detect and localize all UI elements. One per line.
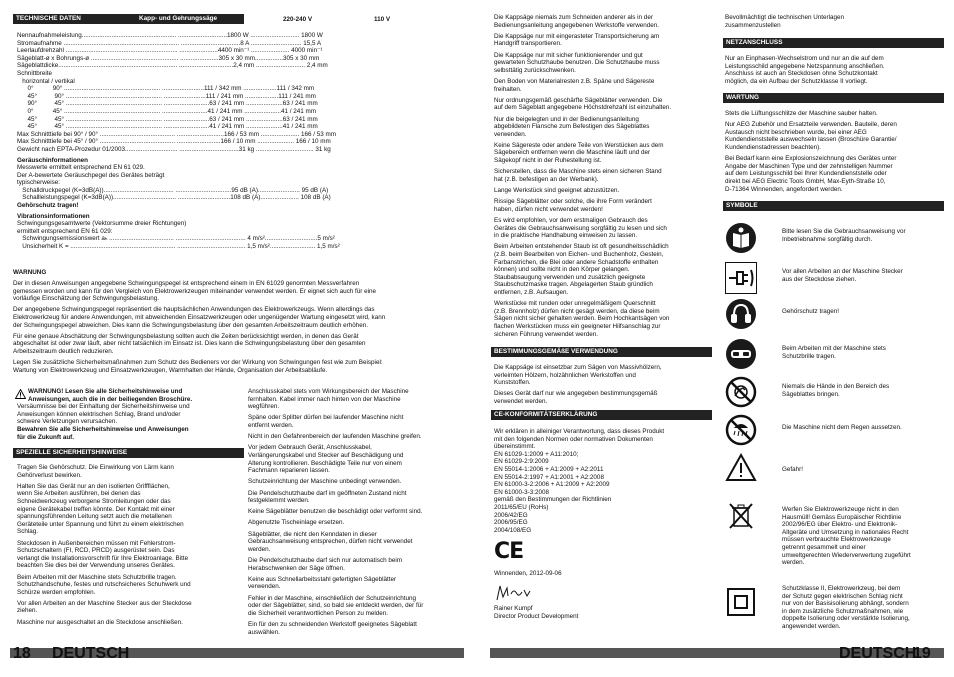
ce-mark-icon: CE: [494, 539, 524, 564]
safety-paragraph: Späne oder Splitter dürfen bei laufender Maschine nicht entfernt werden.: [248, 414, 404, 429]
warning-title: WARNUNG: [13, 269, 47, 276]
warning-paragraph: Der angegebene Schwingungspegel repräsentiert die hauptsächlichen Anwendungen des Elektrowerkzeugs. Wenn allerdings das Elektrowerkzeug für andere Anwendungen, mit abweichenden Einsatzwerkzeugen oder ungenügender Wartung eingesetzt wird, kann der Schwingungspegel abweichen. Dies kann die Schwingungsbelastung über den gesamten Arbeitszeitraum deutlich erhöhen.: [13, 306, 386, 329]
tech-data-row: 45° 45° ....................................................... ..........................41 / 241 mm .....................41 / 241 mm: [17, 123, 318, 131]
tech-data-table: [17, 32, 417, 251]
unplug-icon: [725, 262, 757, 294]
safety-paragraph: Keine Sägeblätter benutzen die beschädigt oder verformt sind.: [248, 508, 423, 516]
no-rain-icon: [725, 414, 757, 446]
safety-paragraph: Es wird empfohlen, vor dem erstmaligen Gebrauch des Gerätes die Gebrauchsanweisung sorgfältig zu lesen und sich in die praktische Handhabung einweisen zu lassen.: [494, 217, 667, 240]
ce-header: CE-KONFORMITÄTSERKLÄRUNG: [491, 410, 712, 420]
symbol-text-hazard: Gefahr!: [782, 466, 803, 473]
safety-paragraph: Die Kappsäge niemals zum Schneiden anderer als in der Bedienungsanleitung angegebenen Werkstoffe verwenden.: [494, 14, 660, 29]
vibration-row: Schwingungsemissionswert aₕ ..................................... ........................................ 4 m/s²..............................5 m/s²: [17, 235, 335, 243]
safety-paragraph: Die Kappsäge nur mit eingerasteter Transportsicherung am Handgriff transportieren.: [494, 32, 660, 48]
signer-name: Rainer Kumpf: [494, 605, 533, 612]
left-page-number: 18: [13, 645, 31, 662]
warning-paragraph: Für eine genaue Abschätzung der Schwingungsbelastung sollten auch die Zeiten berücksichtigt werden, in denen das Gerät abgeschaltet ist oder zwar läuft, aber nicht tatsächlich im Einsatz ist. Dies kann die Schwingungsbelastung über den gesamten Arbeitszeitraum deutlich reduzieren.: [13, 332, 366, 355]
tech-data-row: Stromaufnahme .................................................................. ..................................8 A ............................. 15,5 A: [17, 39, 322, 47]
tech-data-row: Max Schnitttiefe bei 45° / 90° ........................................... .........................166 / 10 mm ..................... 166 / 10 mm: [17, 138, 331, 146]
technical-docs-note: Bevollmächtigt die technischen Unterlagen zusammenzustellen: [725, 14, 845, 29]
safety-paragraph: Ein für den zu schneidenden Werkstoff geeignetes Sägeblatt auswählen.: [248, 620, 417, 636]
safety-paragraph: Lange Werkstück sind geeignet abzustützen.: [494, 187, 620, 195]
wartung-paragraph: Stets die Lüftungsschlitze der Maschine sauber halten.: [725, 110, 878, 117]
ce-text: Wir erklären in alleiniger Verantwortung, dass dieses Produkt mit den folgenden Normen oder normativen Dokumenten übereinstimmt. EN 61029-1:2009 + A11:2010; EN 61029-2:9:2009 EN 55014-1:2006 + A1:2009 + A2:2011 EN 55014-2:1997 + A1:2001 + A2:2008 EN 61000-3-2:2006 + A1:2009 + A2:2009 EN 61000-3-3:2008 gemäß den Bestimmungen der Richtlinien 2011/65/EU (RoHs) 2006/42/EG 2006/95/EG 2004/108/EG: [494, 428, 665, 534]
wartung-text: [725, 110, 950, 197]
wartung-header: WARTUNG: [723, 93, 944, 103]
hazard-icon: [725, 452, 757, 484]
symbol-text-safety-goggles: Beim Arbeiten mit der Maschine stets Schutzbrille tragen.: [782, 345, 886, 360]
safety-paragraph: Keine aus Schnellarbeitsstahl gefertigten Sägeblätter verwenden.: [248, 575, 397, 591]
tech-data-row: Nennaufnahmeleistung...................................................... ............................1800 W ............................ 1800 W: [17, 32, 323, 39]
tech-data-row: Gewicht nach EPTA-Prozedur 01/2003.............................. ..................................31 kg ................................. 31 kg: [17, 145, 331, 153]
symbol-text-ear-protection: Gehörschutz tragen!: [782, 308, 840, 315]
safety-paragraph: Rissige Sägeblätter oder solche, die ihre Form verändert haben, dürfen nicht verwendet werden!: [494, 198, 652, 213]
warning-triangle-icon: [15, 389, 26, 399]
tech-data-row: 0° 45° ....................................................... ..........................41 / 241 mm .....................41 / 241 mm: [17, 107, 316, 115]
warning-paragraph: Legen Sie zusätzliche Sicherheitsmaßnahmen zum Schutz des Bedieners vor der Wirkung von Schwingungen fest wie zum Beispiel: Wartung von Elektrowerkzeug und Einsatzwerkzeugen, Warmhalten der Hände, Organisation der Arbeitsabläufe.: [13, 359, 383, 374]
symbol-text-no-rain: Die Maschine nicht dem Regen aussetzen.: [782, 424, 902, 431]
safety-paragraph: Tragen Sie Gehörschutz. Die Einwirkung von Lärm kann Gehörverlust bewirken.: [17, 464, 174, 479]
intended-use-paragraph: Die Kappsäge ist einsetzbar zum Sägen von Massivhölzern, verleimten Hölzern, holzähnlichen Werkstoffen und Kunststoffen.: [494, 364, 662, 387]
symbol-text-read-manual: Bitte lesen Sie die Gebrauchsanweisung vor Inbetriebnahme sorgfältig durch.: [782, 228, 906, 243]
intended-use-header: BESTIMMUNGSGEMÄßE VERWENDUNG: [491, 347, 712, 357]
noise-row: typischerweise:: [17, 179, 61, 187]
wartung-paragraph: Bei Bedarf kann eine Explosionszeichnung des Gerätes unter Angabe der Maschinen Type und der zehnstelligen Nummer auf dem Leistungsschild bei Ihrer Kundendienststelle oder direkt bei AEG Electric Tools GmbH, Max-Eyth-Straße 10, D-71364 Winnenden, angefordert werden.: [725, 155, 897, 193]
safety-paragraph: Keine Sägereste oder andere Teile von Werstücken aus dem Sägebereich entfernen wenn die Maschine läuft und der Sägekopf nicht in der Ruhestellung ist.: [494, 141, 664, 165]
special-safety-text: [17, 464, 252, 630]
tech-data-row: 90° 45° ....................................................... ..........................63 / 241 mm .....................63 / 241 mm: [17, 100, 318, 108]
vibration-row: ermittelt entsprechend EN 61 029:: [17, 227, 113, 235]
left-page-language: DEUTSCH: [52, 645, 130, 662]
warning-paragraph: Der in diesen Anweisungen angegebene Schwingungspegel ist entsprechend einem in EN 61029 genormten Messverfahren gemessen worden und kann für den Vergleich von Elektrowerkzeugen miteinander verwendet werden. Er eignet sich auch für eine vorläufige Einschätzung der Schwingungsbelastung.: [13, 280, 376, 303]
safety-paragraph: Abgenutzte Tischeinlage ersetzen.: [248, 519, 345, 527]
noise-row: Messwerte ermittelt entsprechend EN 61 029.: [17, 164, 145, 172]
safety-paragraph: Anschlusskabel stets vom Wirkungsbereich der Maschine fernhalten. Kabel immer nach hinten von der Maschine wegführen.: [248, 388, 409, 411]
symbol-text-unplug: Vor allen Arbeiten an der Maschine Stecker aus der Steckdose ziehen.: [782, 268, 903, 283]
weee-bin-icon: [725, 500, 757, 532]
safety-text-col-b: [248, 388, 473, 640]
read-manual-icon: [725, 222, 757, 254]
noise-row: Schalldruckpegel (K=3dB(A))........................................ ................................95 dB (A)........................ 95 dB (A): [17, 186, 329, 194]
safety-paragraph: Vor allen Arbeiten an der Maschine Stecker aus der Steckdose ziehen.: [17, 599, 192, 615]
place-date: Winnenden, 2012-09-06: [494, 570, 562, 577]
right-page-language: DEUTSCH: [839, 645, 917, 662]
tech-data-row: Leerlaufdrehzahl ................................................................ ......................4400 min⁻¹ ...................... 4000 min⁻¹: [17, 47, 323, 55]
wartung-paragraph: Nur AEG Zubehör und Ersatzteile verwenden. Bauteile, deren Austausch nicht beschrieben wurde, bei einer AEG Kundendienststelle auswechseln lassen (Broschüre Garantie/ Kundendienstadressen beachten).: [725, 121, 897, 151]
symbol-text-no-hands: Niemals die Hände in den Bereich des Sägeblattes bringen.: [782, 383, 890, 398]
intended-use-paragraph: Dieses Gerät darf nur wie angegeben bestimmungsgemäß verwendet werden.: [494, 390, 658, 405]
netz-header: NETZANSCHLUSS: [723, 38, 944, 48]
tech-data-row: Sägeblattdicke.................................................................... ...............................2,4 mm ............................ 2,4 mm: [17, 62, 328, 70]
safety-paragraph: Die Kappsäge nur mit sicher funktionierender und gut gewarteten Schutzhaube benutzen. Die Schutzhaube muss selbsttätig zurückschwenken.: [494, 51, 660, 74]
product-name: Kapp- und Gehrungssäge: [139, 15, 218, 22]
no-hands-icon: [725, 376, 757, 408]
signer-title: Director Product Development: [494, 613, 579, 620]
tech-data-row: 0° 90° ....................................................... ........................111 / 342 mm ...................111 / 342 mm: [17, 85, 315, 93]
safety-warning: [17, 388, 247, 441]
tech-data-row: horizontal / vertikal: [17, 77, 75, 85]
tech-data-title: TECHNISCHE DATEN: [16, 15, 81, 22]
tech-data-row: 45° 45° ....................................................... ..........................63 / 241 mm .....................63 / 241 mm: [17, 115, 318, 123]
tech-data-row: 45° 90° ....................................................... ........................111 / 241 mm ...................111 / 241 mm: [17, 92, 316, 100]
safety-paragraph: Beim Arbeiten mit der Maschine stets Schutzbrille tragen. Schutzhandschuhe, festes und rutschsicheres Schuhwerk und Schürze werden empfohlen.: [17, 573, 191, 596]
special-safety-header: SPEZIELLE SICHERHEITSHINWEISE: [13, 448, 244, 458]
safety-paragraph: Nur die beigelegten und in der Bedienungsanleitung abgebildeten Flansche zum Befestigen des Sägeblattes verwenden.: [494, 115, 650, 138]
safety-paragraph: Die Pendelschutzhaube darf im geöffneten Zustand nicht festgeklemmt werden.: [248, 489, 407, 505]
vibration-row: Unsicherheit K = ............................................................ ....................................... 1,5 m/s².......................... 1,5 m/s²: [17, 243, 340, 251]
safety-paragraph: Halten Sie das Gerät nur an den isolierten Griffflächen, wenn Sie Arbeiten ausführen, bei denen das Schneidwerkzeug verborgene Stromleitungen oder das eigene Gerätekabel treffen könnte. Der Kontakt mit einer spannungsführenden Leitung setzt auch die metallenen Geräteteile unter Spannung und führt zu einem elektrischen Schlag.: [17, 482, 184, 536]
warning-text: [13, 280, 463, 378]
protection-class-2-icon: [725, 586, 757, 618]
symbol-text-weee: Werfen Sie Elektrowerkzeuge nicht in den Hausmüll! Gemäss Europäischer Richtlinie 2002/96/EG über Elektro- und Elektronik- Altgeräte und Umsetzung in nationales Recht müssen verbrauchte Elektrowerkzeuge getrennt gesammelt und einer umweltgerechten Wiederverwertung zugeführt werden.: [782, 506, 911, 567]
safety-warning-keep: Bewahren Sie alle Sicherheitshinweise und Anweisungen für die Zukunft auf.: [17, 425, 189, 441]
safety-text-col-c: [494, 14, 719, 342]
voltage-col-2: 110 V: [374, 16, 391, 23]
vibration-row: Schwingungsgesamtwerte (Vektorsumme dreier Richtungen): [17, 220, 187, 228]
symbol-text-protection-class: Schutzklasse II, Elektrowerkzeug, bei dem der Schutz gegen elektrischen Schlag nicht nur von der Basisisolierung abhängt, sondern in dem zusätzliche Schutzmaßnahmen, wie doppelte Isolierung oder verstärkte Isolierung, angewendet werden.: [782, 585, 910, 630]
safety-paragraph: Maschine nur ausgeschaltet an die Steckdose anschließen.: [17, 618, 183, 626]
ear-protection-icon: [725, 298, 757, 330]
safety-paragraph: Sägeblätter, die nicht den Kenndaten in dieser Gebrauchsanweisung entsprechen, dürfen nicht verwendet werden.: [248, 530, 413, 553]
safety-warning-normal: Versäumnisse bei der Einhaltung der Sicherheitshinweise und Anweisungen können elektrischen Schlag, Brand und/oder schwere Verletzungen verursachen.: [17, 403, 190, 426]
hearing-note: Gehörschutz tragen!: [17, 202, 79, 210]
right-page-number: 19: [913, 645, 931, 662]
vibration-title: Vibrationsinformationen: [17, 212, 90, 220]
tech-data-header: [13, 14, 244, 24]
noise-row: Schallleistungspegel (K=3dB(A)).................................... ..............................108 dB (A)...................... 108 dB (A): [17, 194, 331, 202]
noise-title: Geräuschinformationen: [17, 156, 89, 164]
safety-paragraph: Sicherstellen, dass die Maschine stets einen sicheren Stand hat (z.B. befestigen an der Werbank).: [494, 168, 662, 183]
tech-data-row: Sägeblatt-ø x Bohrungs-ø .................................................. ......................305 x 30 mm................305 x 30 mm: [17, 54, 320, 62]
safety-paragraph: Fehler in der Maschine, einschließlich der Schutzeinrichtung oder der Sägeblätter, sind, so bald sie entdeckt werden, der für die Sicherheit verantwortlichen Person zu melden.: [248, 594, 424, 617]
safety-paragraph: Steckdosen in Außenbereichen müssen mit Fehlerstrom- Schutzschaltern (FI, RCD, PRCD) ausgerüstet sein. Das verlangt die Installationsvorschrift für Ihre Elektroanlage. Bitte beachten Sie dies bei der Verwendung unseres Gerätes.: [17, 539, 189, 570]
symbole-header: SYMBOLE: [723, 201, 944, 211]
safety-paragraph: Die Pendelschutzhaube darf sich nur automatisch beim Herabschwenken der Säge öffnen.: [248, 557, 403, 572]
voltage-col-1: 220-240 V: [283, 16, 313, 23]
safety-paragraph: Werkstücke mit runden oder unregelmäßigem Querschnitt (z.B. Brennholz) dürfen nicht gesägt werden, da diese beim Sägen nicht sicher gehalten werden. Beim Hochkantsägen von flachen Werkstücken muss ein geeigneter Hilfsanschlag zur sicheren Führung verwendet werden.: [494, 300, 670, 338]
netz-text: Nur an Einphasen-Wechselstrom und nur an die auf dem Leistungsschild angegebene Netzspannung anschließen. Anschluss ist auch an Steckdosen ohne Schutzkontakt möglich, da ein Aufbau der Schutzklasse II vorliegt.: [725, 55, 885, 85]
safety-paragraph: Den Boden von Materialresten z.B. Späne und Sägereste freihalten.: [494, 77, 655, 93]
safety-paragraph: Nicht in den Gefahrenbereich der laufenden Maschine greifen.: [248, 433, 422, 441]
noise-row: Der A-bewertete Geräuschpegel des Gerätes beträgt: [17, 171, 165, 179]
signature-icon: [494, 582, 534, 604]
safety-paragraph: Vor jedem Gebrauch Gerät, Anschlusskabel, Verlängerungskabel und Stecker auf Beschädigung und Alterung kontrollieren. Beschädigte Teile nur von einem Fachmann reparieren lassen.: [248, 444, 404, 475]
safety-paragraph: Nur ordnungsgemäß geschärfte Sägeblätter verwenden. Die auf dem Sägeblatt angegebene Höchstdrehzahl ist einzuhalten.: [494, 96, 672, 112]
safety-warning-bold: WARNUNG! Lesen Sie alle Sicherheitshinweise und Anweisungen, auch die in der beiliegenden Broschüre.: [28, 388, 193, 403]
tech-data-row: Max Schnitttiefe bei 90° / 90° ........................................... ...........................166 / 53 mm ...................... 166 / 53 mm: [17, 130, 336, 138]
tech-data-row: Schnittbreite: [17, 69, 53, 77]
safety-paragraph: Schutzeinrichtung der Maschine unbedingt verwenden.: [248, 478, 402, 486]
safety-paragraph: Beim Arbeiten entstehender Staub ist oft gesundheitsschädlich (z.B. beim Bearbeiten von Eichen- und Buchenholz, Gestein, Farbanstrichen, die Blei oder andere Schadstoffe enthalten können) und sollte nicht in den Körper gelangen. Staubabsaugung verwenden und zusätzlich geeignete Staubschutzmaske tragen. Abgelagerten Staub gründlich entfernen, z.B. Aufsaugen.: [494, 243, 669, 296]
intended-use-text: [494, 364, 719, 409]
safety-goggles-icon: [725, 338, 757, 370]
